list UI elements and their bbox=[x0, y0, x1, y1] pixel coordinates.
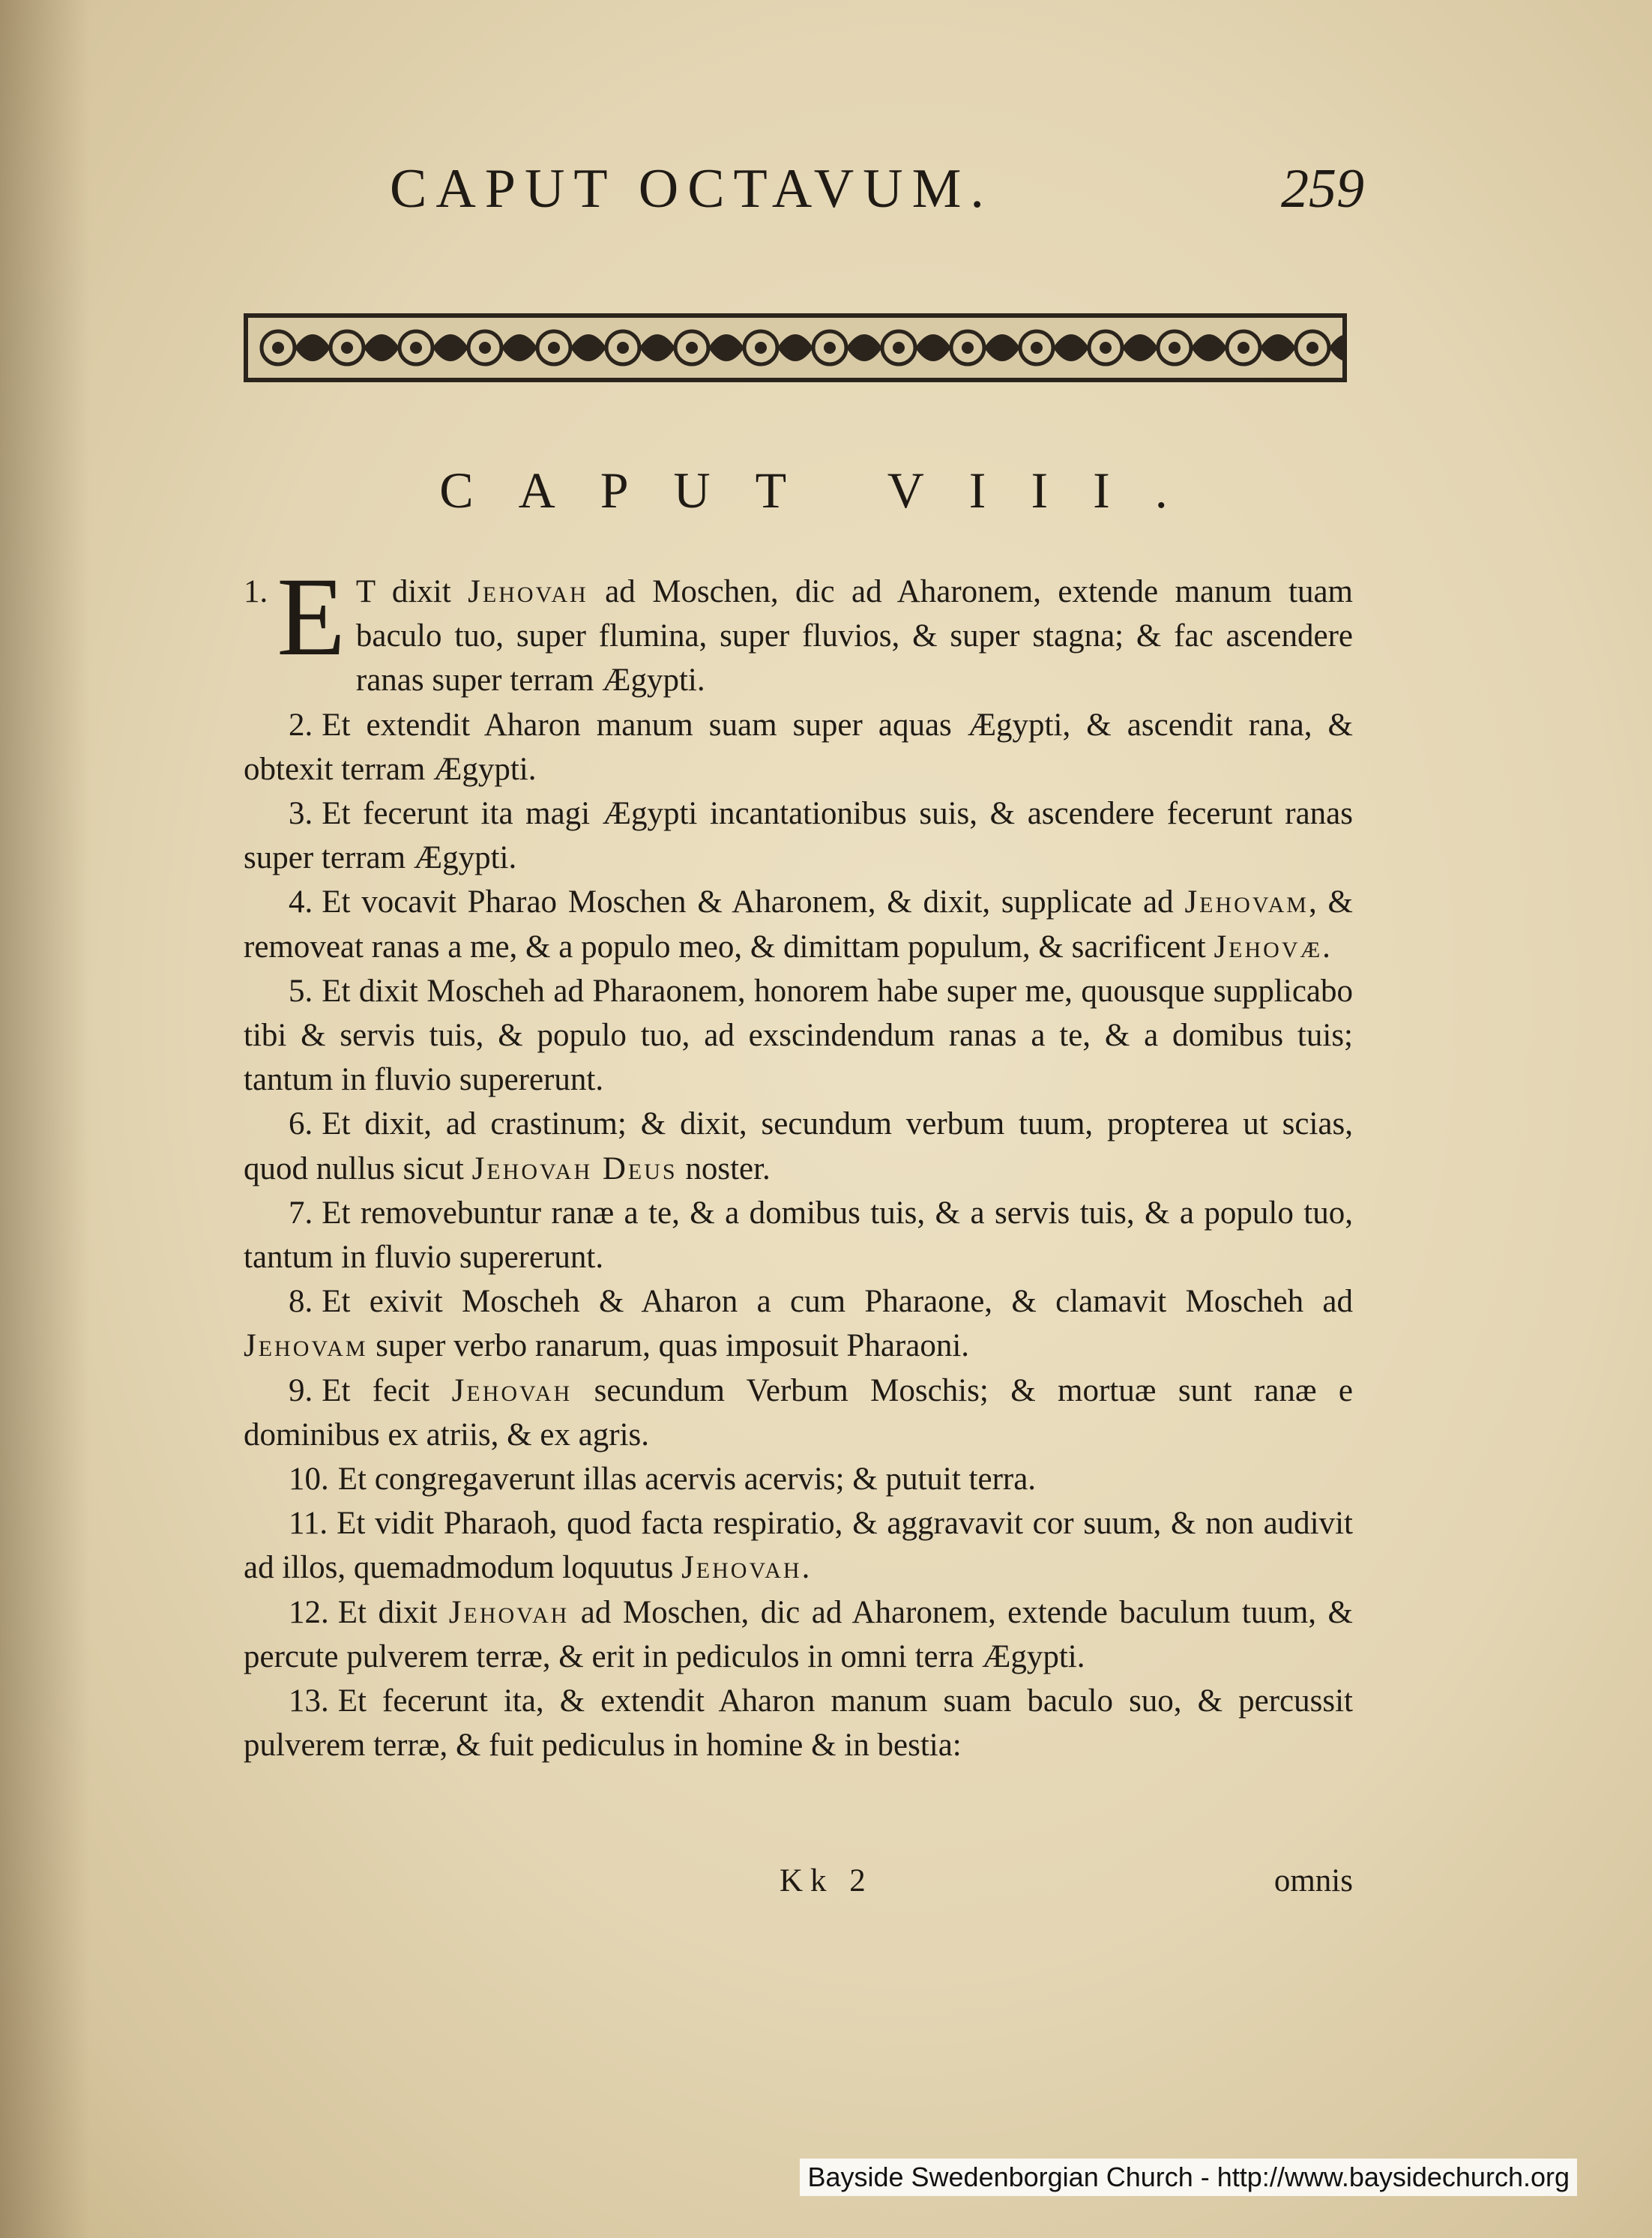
verse-4 bbox=[244, 880, 1353, 968]
verse-text: Et fecerunt ita magi Ægypti incantationibus suis, & ascendere fecerunt ranas super terram Ægypti. bbox=[244, 796, 1353, 876]
verse-text: . bbox=[1322, 929, 1330, 965]
ornament-center bbox=[341, 342, 353, 354]
ornament-center bbox=[755, 342, 767, 354]
verse-number: 4. bbox=[289, 884, 313, 920]
divine-name: Jehovah Deus bbox=[471, 1150, 678, 1186]
ornament-center bbox=[1306, 342, 1318, 354]
verse-12 bbox=[244, 1590, 1353, 1679]
page-number: 259 bbox=[1281, 158, 1364, 220]
drop-capital: E bbox=[277, 555, 346, 679]
verse-number: 10. bbox=[289, 1462, 329, 1497]
verse-text: secundum Verbum Moschis; & mortuæ sunt ranæ e dominibus ex atriis, & ex agris. bbox=[244, 1372, 1353, 1453]
verse-3 bbox=[244, 791, 1353, 880]
verse-number: 12. bbox=[289, 1594, 329, 1630]
verse-10 bbox=[244, 1457, 1353, 1501]
verse-8 bbox=[244, 1279, 1353, 1368]
verse-2 bbox=[244, 703, 1353, 791]
divine-name: Jehovah bbox=[448, 1594, 570, 1630]
verse-text: ad Moschen, dic ad Aharonem, extende baculum tuum, & percute pulverem terræ, & erit in pediculos in omni terra Ægypti. bbox=[244, 1594, 1353, 1674]
ornament-center bbox=[410, 342, 422, 354]
ornament-center bbox=[686, 342, 698, 354]
verse-number: 7. bbox=[289, 1195, 313, 1231]
verse-number: 3. bbox=[289, 796, 313, 832]
verse-11 bbox=[244, 1501, 1353, 1590]
watermark-credit: Bayside Swedenborgian Church - http://www.baysidechurch.org bbox=[800, 2159, 1577, 2196]
verse-text: T dixit bbox=[355, 574, 468, 609]
page-header bbox=[390, 157, 1364, 225]
signature-mark: Kk 2 bbox=[780, 1863, 873, 1898]
verse-text: . bbox=[801, 1550, 810, 1586]
verse-text: Et vidit Pharaoh, quod facta respiratio, & aggravavit cor suum, & non audivit ad illos, quemadmodum loquutus bbox=[244, 1506, 1353, 1586]
ornament-center bbox=[1169, 342, 1181, 354]
page-footer bbox=[244, 1863, 1353, 1915]
ornament-center bbox=[617, 342, 629, 354]
verse-text: Et removebuntur ranæ a te, & a domibus tuis, & a servis tuis, & a populo tuo, tantum in fluvio supererunt. bbox=[244, 1195, 1353, 1276]
catchword: omnis bbox=[1273, 1863, 1353, 1898]
verse-9 bbox=[244, 1369, 1353, 1457]
ornament-center bbox=[1031, 342, 1043, 354]
verse-text: Et dixit bbox=[337, 1594, 449, 1630]
verse-number: 13. bbox=[289, 1683, 329, 1719]
divine-name: Jehovah bbox=[681, 1550, 802, 1586]
ornament-band bbox=[244, 313, 1347, 382]
verse-number: 6. bbox=[289, 1106, 313, 1142]
verse-number: 8. bbox=[289, 1284, 313, 1320]
chapter-title: CAPUT VIII. bbox=[439, 462, 1213, 519]
verse-6 bbox=[244, 1102, 1353, 1190]
verse-text: Et dixit Moscheh ad Pharaonem, honorem habe super me, quousque supplicabo tibi & servis tuis, & populo tuo, ad exscindendum ranas a te, & a domibus tuis; tantum in fluvio supererunt. bbox=[244, 973, 1353, 1098]
verse-text: Et vocavit Pharao Moschen & Aharonem, & dixit, supplicate ad bbox=[322, 884, 1185, 920]
verse-5 bbox=[244, 969, 1353, 1103]
divine-name: Jehovah bbox=[468, 574, 588, 609]
verse-number: 2. bbox=[289, 707, 313, 743]
divine-name: Jehovam bbox=[1184, 884, 1309, 920]
verse-number: 1. bbox=[244, 574, 268, 609]
verse-number: 5. bbox=[289, 973, 313, 1009]
divine-name: Jehovah bbox=[451, 1372, 573, 1408]
ornament-center bbox=[1100, 342, 1112, 354]
verse-text: Et fecerunt ita, & extendit Aharon manum suam baculo suo, & percussit pulverem terræ, & fuit pediculus in homine & in bestia: bbox=[244, 1683, 1353, 1764]
verse-1 bbox=[244, 555, 1353, 703]
ornament-center bbox=[962, 342, 974, 354]
ornament-center bbox=[1238, 342, 1249, 354]
verse-text: , & removeat ranas a me, & a populo meo, & dimittam populum, & sacrificent bbox=[244, 884, 1353, 965]
verse-text: ad Moschen, dic ad Aharonem, extende manum tuam baculo tuo, super flumina, super fluvios, & super stagna; & fac ascendere ranas super terram Ægypti. bbox=[355, 574, 1353, 699]
verse-7 bbox=[244, 1191, 1353, 1279]
ornament-center bbox=[824, 342, 836, 354]
binding-shadow bbox=[0, 0, 90, 2238]
verse-text: noster. bbox=[677, 1150, 771, 1186]
divine-name: Jehovam bbox=[244, 1328, 368, 1364]
verse-text: Et extendit Aharon manum suam super aquas Ægypti, & ascendit rana, & obtexit terram Ægypti. bbox=[244, 707, 1353, 787]
divine-name: Jehovæ bbox=[1214, 929, 1323, 965]
ornament-center bbox=[548, 342, 560, 354]
running-title: CAPUT OCTAVUM. bbox=[390, 158, 993, 220]
verse-text: Et fecit bbox=[322, 1372, 452, 1408]
ornament-center bbox=[479, 342, 491, 354]
verse-text: Et exivit Moscheh & Aharon a cum Pharaone, & clamavit Moscheh ad bbox=[322, 1284, 1353, 1320]
verse-text-block bbox=[244, 555, 1353, 1767]
ornament-center bbox=[893, 342, 905, 354]
verse-text: super verbo ranarum, quas imposuit Pharaoni. bbox=[367, 1328, 970, 1364]
verse-text: Et dixit, ad crastinum; & dixit, secundum verbum tuum, propterea ut scias, quod nullus sicut bbox=[244, 1106, 1353, 1186]
verse-13 bbox=[244, 1679, 1353, 1767]
verse-number: 11. bbox=[289, 1506, 328, 1542]
ornament-center bbox=[272, 342, 284, 354]
verse-text: Et congregaverunt illas acervis acervis; & putuit terra. bbox=[337, 1462, 1037, 1497]
verse-number: 9. bbox=[289, 1372, 313, 1408]
